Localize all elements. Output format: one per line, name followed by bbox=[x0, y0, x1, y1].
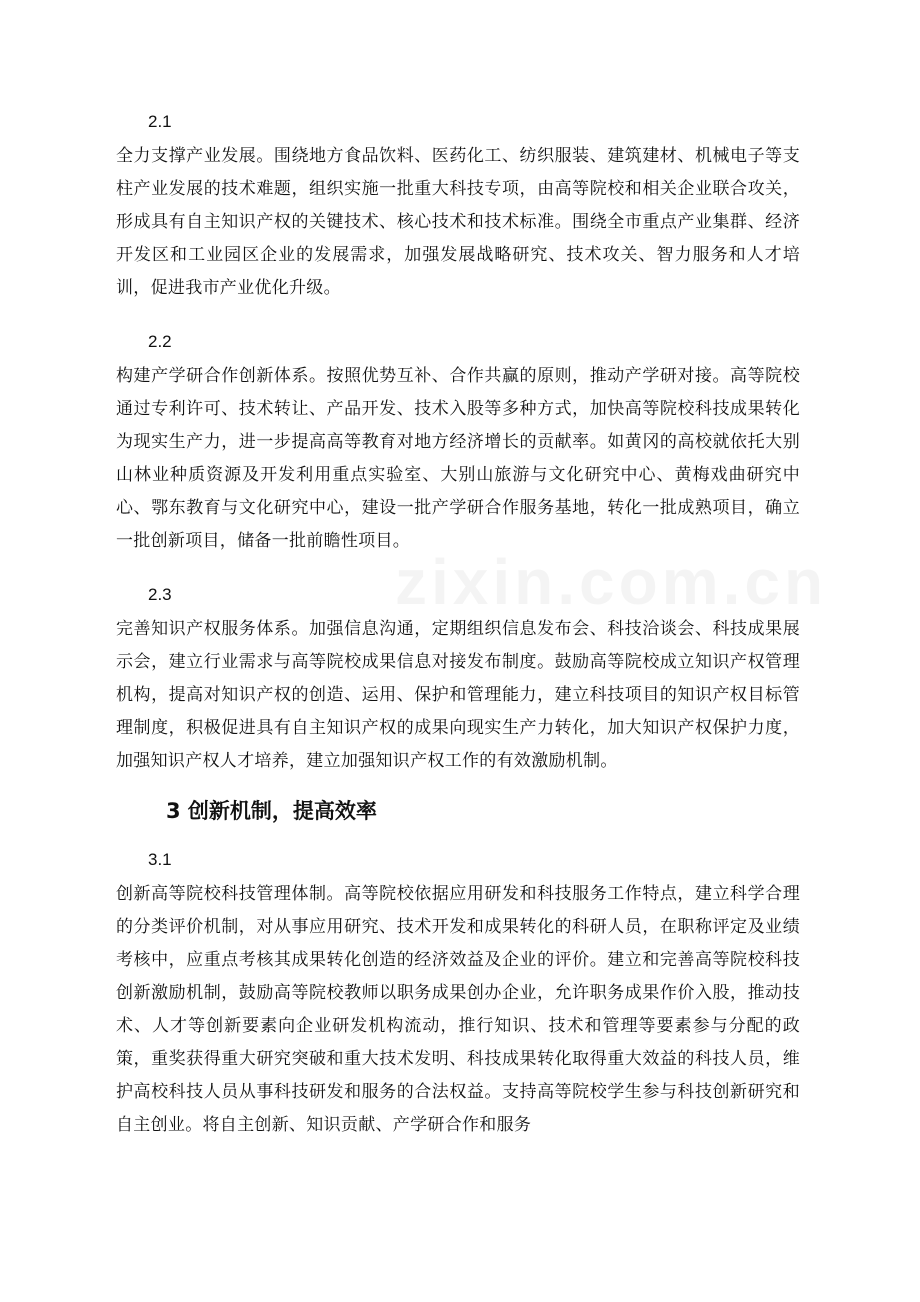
section-number: 3.1 bbox=[148, 850, 172, 869]
section-paragraph: 创新高等院校科技管理体制。高等院校依据应用研发和科技服务工作特点，建立科学合理的分类评价机制，对从事应用研究、技术开发和成果转化的科研人员，在职称评定及业绩考核中，应重点考核其成果转化创造的经济效益及企业的评价。建立和完善高等院校科技创新激励机制，鼓励高等院校教师以职务成果创办企业，允许职务成果作价入股，推动技术、人才等创新要素向企业研发机构流动，推行知识、技术和管理等要素参与分配的政策，重奖获得重大研究突破和重大技术发明、科技成果转化取得重大效益的科技人员，维护高校科技人员从事科技研发和服务的合法权益。支持高等院校学生参与科技创新研究和自主创业。将自主创新、知识贡献、产学研合作和服务 bbox=[116, 884, 800, 1135]
section-paragraph: 全力支撑产业发展。围绕地方食品饮料、医药化工、纺织服装、建筑建材、机械电子等支柱产业发展的技术难题，组织实施一批重大科技专项，由高等院校和相关企业联合攻关，形成具有自主知识产权的关键技术、核心技术和技术标准。围绕全市重点产业集群、经济开发区和工业园区企业的发展需求，加强发展战略研究、技术攻关、智力服务和人才培训，促进我市产业优化升级。 bbox=[116, 146, 800, 298]
document-body bbox=[116, 108, 800, 1142]
section-number: 2.1 bbox=[148, 112, 172, 131]
section-number: 2.2 bbox=[148, 332, 172, 351]
section-2-2 bbox=[116, 328, 800, 558]
section-2-3 bbox=[116, 581, 800, 778]
chapter-heading: 3 创新机制，提高效率 bbox=[166, 799, 377, 823]
section-paragraph: 构建产学研合作创新体系。按照优势互补、合作共赢的原则，推动产学研对接。高等院校通过专利许可、技术转让、产品开发、技术入股等多种方式，加快高等院校科技成果转化为现实生产力，进一步提高高等教育对地方经济增长的贡献率。如黄冈的高校就依托大别山林业种质资源及开发利用重点实验室、大别山旅游与文化研究中心、黄梅戏曲研究中心、鄂东教育与文化研究中心，建设一批产学研合作服务基地，转化一批成熟项目，确立一批创新项目，储备一批前瞻性项目。 bbox=[116, 366, 800, 551]
section-3-1 bbox=[116, 846, 800, 1142]
section-number: 2.3 bbox=[148, 585, 172, 604]
section-paragraph: 完善知识产权服务体系。加强信息沟通，定期组织信息发布会、科技洽谈会、科技成果展示会，建立行业需求与高等院校成果信息对接发布制度。鼓励高等院校成立知识产权管理机构，提高对知识产权的创造、运用、保护和管理能力，建立科技项目的知识产权目标管理制度，积极促进具有自主知识产权的成果向现实生产力转化，加大知识产权保护力度，加强知识产权人才培养，建立加强知识产权工作的有效激励机制。 bbox=[116, 619, 800, 771]
section-2-1 bbox=[116, 108, 800, 305]
